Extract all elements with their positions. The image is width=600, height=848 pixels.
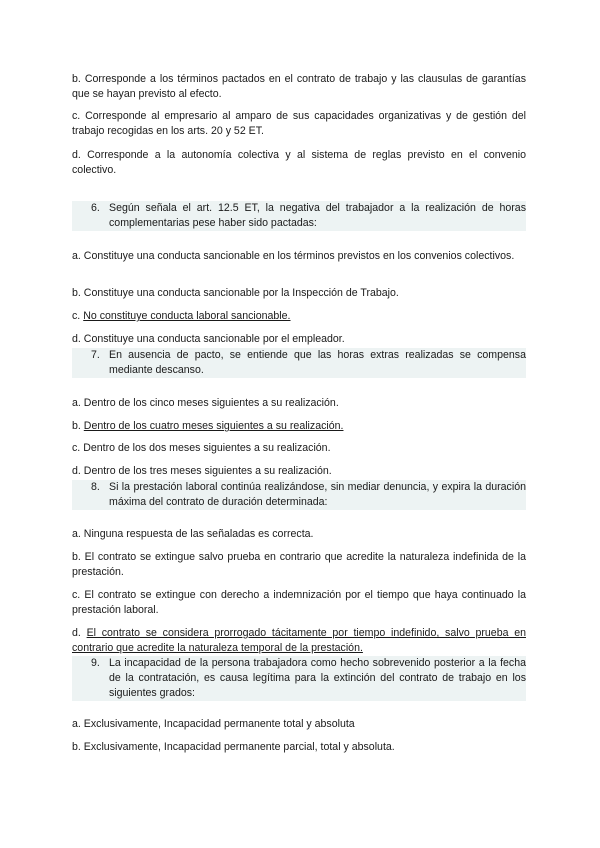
- option-paragraph: [72, 309, 291, 324]
- option-paragraph: [72, 396, 339, 411]
- option-letter: a.: [72, 250, 81, 262]
- option-paragraph: [72, 717, 355, 732]
- option-paragraph: [72, 626, 526, 656]
- option-letter: b.: [72, 73, 81, 85]
- option-text-correct: Dentro de los cuatro meses siguientes a su realización.: [83, 420, 344, 432]
- option-letter: d.: [72, 149, 81, 161]
- option-letter: a.: [72, 397, 81, 409]
- option-paragraph: [72, 527, 313, 542]
- option-paragraph: [72, 148, 526, 178]
- option-text: Exclusivamente, Incapacidad permanente parcial, total y absoluta.: [83, 741, 395, 753]
- option-letter: b.: [72, 741, 81, 753]
- option-letter: a.: [72, 718, 81, 730]
- option-text: El contrato se extingue salvo prueba en contrario que acredite la naturaleza indefinida de la prestación.: [72, 551, 526, 578]
- question-number: 8.: [91, 481, 100, 493]
- option-text: Dentro de los tres meses siguientes a su realización.: [83, 465, 332, 477]
- option-text-correct: El contrato se considera prorrogado tácitamente por tiempo indefinido, salvo prueba en contrario que acredite la naturaleza temporal de la prestación.: [72, 627, 526, 654]
- option-paragraph: [72, 332, 345, 347]
- question-text: En ausencia de pacto, se entiende que las horas extras realizadas se compensa mediante descanso.: [109, 349, 526, 376]
- option-text: Constituye una conducta sancionable en los términos previstos en los convenios colectivos.: [83, 250, 515, 262]
- option-paragraph: [72, 286, 399, 301]
- option-letter: b.: [72, 551, 81, 563]
- option-paragraph: [72, 740, 395, 755]
- question-number: 9.: [91, 657, 100, 669]
- question-9: [72, 656, 526, 701]
- question-6: [72, 201, 526, 231]
- option-paragraph: [72, 464, 332, 479]
- question-text: La incapacidad de la persona trabajadora como hecho sobrevenido posterior a la fecha de la contratación, es causa legítima para la extinción del contrato de trabajo en los siguientes grados:: [109, 657, 526, 699]
- option-text: Corresponde al empresario al amparo de sus capacidades organizativas y de gestión del trabajo recogidas en los arts. 20 y 52 ET.: [72, 110, 526, 137]
- option-letter: d.: [72, 627, 81, 639]
- option-text: Ninguna respuesta de las señaladas es correcta.: [83, 528, 314, 540]
- option-text: Corresponde a los términos pactados en el contrato de trabajo y las clausulas de garantías que se hayan previsto al efecto.: [72, 73, 526, 100]
- option-paragraph: [72, 72, 526, 102]
- option-letter: d.: [72, 333, 81, 345]
- option-letter: c.: [72, 589, 81, 601]
- option-text: El contrato se extingue con derecho a indemnización por el tiempo que haya continuado la prestación laboral.: [72, 589, 526, 616]
- option-letter: a.: [72, 528, 81, 540]
- option-paragraph: [72, 109, 526, 139]
- option-paragraph: [72, 550, 526, 580]
- option-text: Corresponde a la autonomía colectiva y al sistema de reglas previsto en el convenio colectivo.: [72, 149, 526, 176]
- question-8: [72, 480, 526, 510]
- option-paragraph: [72, 441, 331, 456]
- option-text: Constituye una conducta sancionable por la Inspección de Trabajo.: [83, 287, 399, 299]
- option-letter: c.: [72, 110, 81, 122]
- option-paragraph: [72, 419, 343, 434]
- option-letter: c.: [72, 310, 81, 322]
- option-text: Dentro de los dos meses siguientes a su realización.: [83, 442, 331, 454]
- option-text: Exclusivamente, Incapacidad permanente total y absoluta: [83, 718, 355, 730]
- option-letter: d.: [72, 465, 81, 477]
- option-paragraph: [72, 249, 514, 264]
- option-text-correct: No constituye conducta laboral sancionable.: [83, 310, 291, 322]
- question-7: [72, 348, 526, 378]
- option-text: Dentro de los cinco meses siguientes a su realización.: [83, 397, 339, 409]
- question-text: Si la prestación laboral continúa realizándose, sin mediar denuncia, y expira la duración máxima del contrato de duración determinada:: [109, 481, 526, 508]
- option-letter: c.: [72, 442, 81, 454]
- option-letter: b.: [72, 287, 81, 299]
- question-text: Según señala el art. 12.5 ET, la negativa del trabajador a la realización de horas complementarias pese haber sido pactadas:: [109, 202, 526, 229]
- question-number: 7.: [91, 349, 100, 361]
- option-paragraph: [72, 588, 526, 618]
- option-letter: b.: [72, 420, 81, 432]
- option-text: Constituye una conducta sancionable por el empleador.: [83, 333, 345, 345]
- question-number: 6.: [91, 202, 100, 214]
